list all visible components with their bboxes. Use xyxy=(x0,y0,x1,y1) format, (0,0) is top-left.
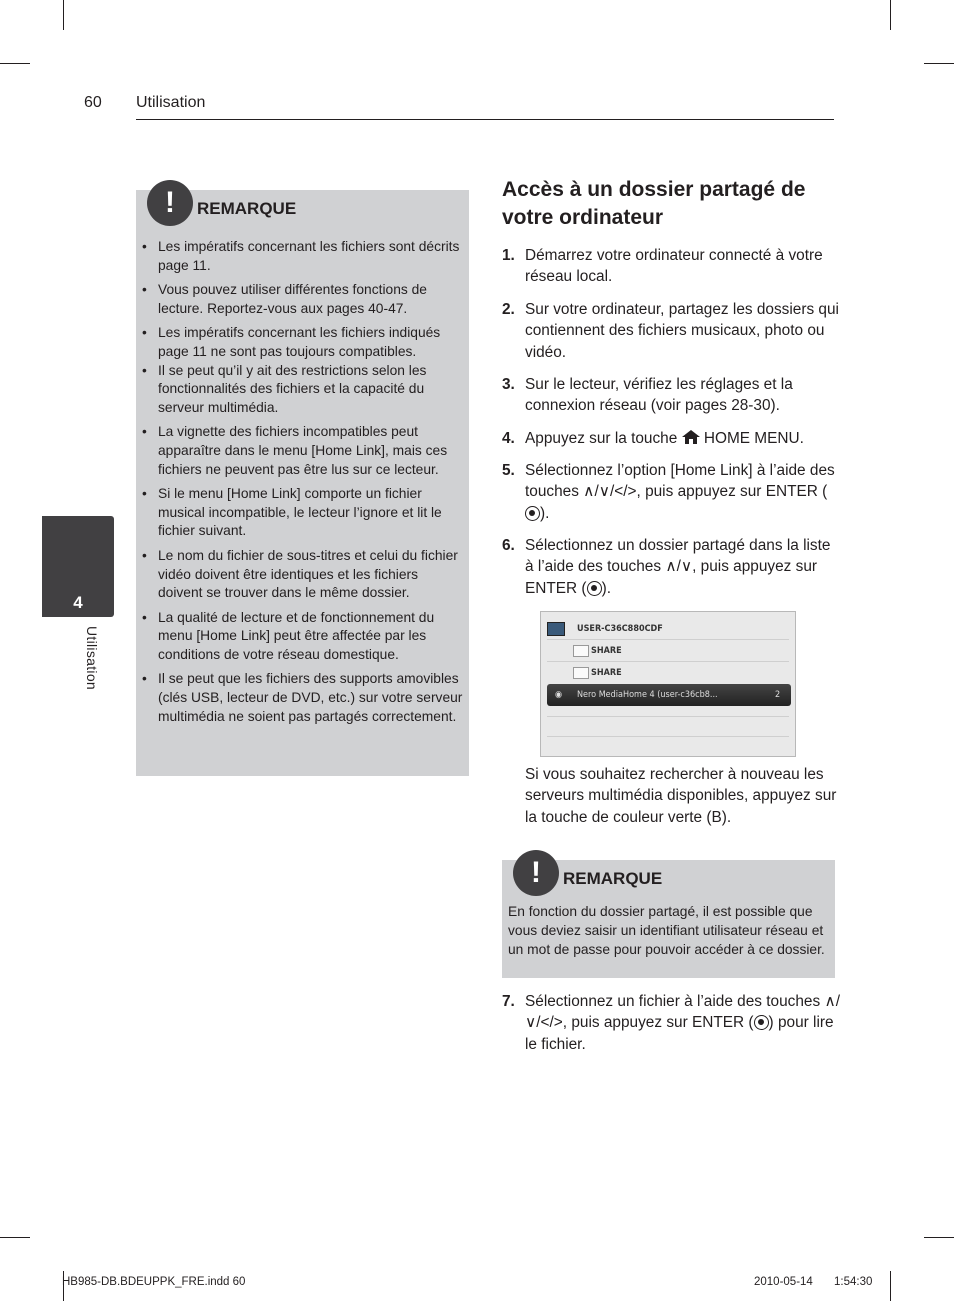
running-header: Utilisation xyxy=(136,94,206,111)
step-number: 2. xyxy=(502,301,515,318)
enter-icon xyxy=(525,506,540,521)
step-number: 7. xyxy=(502,993,515,1010)
divider xyxy=(547,661,789,662)
step-text: Sélectionnez un fichier à l’aide des touches ∧/∨/</>, puis appuyez sur ENTER ( xyxy=(525,993,840,1032)
server-index: 2 xyxy=(775,690,781,700)
step-number: 5. xyxy=(502,462,515,479)
enter-icon xyxy=(587,581,602,596)
list-item-text: Les impératifs concernant les fichiers indiqués page 11 ne sont pas toujours compatibles. xyxy=(158,325,441,359)
crop-mark xyxy=(0,63,30,64)
list-item-text: Il se peut qu’il y ait des restrictions selon les fonctionnalités des fichiers et la capacité du serveur multimédia. xyxy=(158,362,427,415)
step-2 xyxy=(502,299,842,363)
step-text: HOME MENU. xyxy=(699,430,804,447)
section-title: Accès à un dossier partagé de votre ordinateur xyxy=(502,178,806,229)
list-item: • Si le menu [Home Link] comporte un fichier musical incompatible, le lecteur l’ignore et lit le fichier suivant. xyxy=(142,485,465,541)
chapter-number: 4 xyxy=(73,593,83,612)
note-list xyxy=(142,238,465,732)
note-box xyxy=(502,856,835,978)
computer-name: USER-C36C880CDF xyxy=(577,624,663,634)
step-text: Démarrez votre ordinateur connecté à votre réseau local. xyxy=(525,247,823,286)
step-6 xyxy=(502,535,842,599)
note-box xyxy=(136,186,469,776)
crop-mark xyxy=(924,1237,954,1238)
step-5 xyxy=(502,460,842,524)
divider xyxy=(547,639,789,640)
exclamation-icon: ! xyxy=(513,850,559,896)
list-item: • La qualité de lecture et de fonctionnement du menu [Home Link] peut être affectée par les conditions de votre réseau domestique. xyxy=(142,609,465,665)
step-text: Sélectionnez un dossier partagé dans la liste à l’aide des touches ∧/∨, puis appuyez sur ENTER ( xyxy=(525,537,831,597)
list-item: • Vous pouvez utiliser différentes fonctions de lecture. Reportez-vous aux pages 40-47. xyxy=(142,281,465,318)
step-text: ). xyxy=(601,579,611,597)
chapter-label: Utilisation xyxy=(84,626,100,690)
list-item: • La vignette des fichiers incompatibles peut apparaître dans le menu [Home Link], mais ces fichiers ne peuvent pas être lus sur ce lecteur. xyxy=(142,423,465,479)
footer-time: 1:54:30 xyxy=(834,1276,873,1288)
divider xyxy=(547,716,789,717)
note-title: REMARQUE xyxy=(197,199,297,218)
step-text: ) pour lire le fichier. xyxy=(525,1014,834,1053)
list-item: • Il se peut que les fichiers des supports amovibles (clés USB, lecteur de DVD, etc.) sur votre serveur multimédia ne soient pas partagés correctement. xyxy=(142,670,465,726)
divider xyxy=(547,736,789,737)
step-7 xyxy=(502,991,842,1055)
folder-name: SHARE xyxy=(591,668,622,678)
list-item: • Le nom du fichier de sous-titres et celui du fichier vidéo doivent être identiques et les fichiers doivent se trouver dans le même dossier. xyxy=(142,547,465,603)
crop-mark xyxy=(924,63,954,64)
computer-icon xyxy=(547,622,565,636)
page-number: 60 xyxy=(84,94,102,111)
step-1 xyxy=(502,245,842,288)
server-icon: ◉ xyxy=(555,690,563,700)
footer-date: 2010-05-14 xyxy=(754,1276,813,1288)
step-number: 6. xyxy=(502,537,515,554)
step-4 xyxy=(502,428,842,449)
crop-mark xyxy=(890,1271,891,1301)
step-3 xyxy=(502,374,842,417)
list-item xyxy=(142,324,465,361)
exclamation-icon: ! xyxy=(147,180,193,226)
folder-icon xyxy=(573,645,589,657)
enter-icon xyxy=(754,1015,769,1030)
step-number: 1. xyxy=(502,247,515,264)
step-text: Sélectionnez l’option [Home Link] à l’aide des touches ∧/∨/</>, puis appuyez sur ENTER ( xyxy=(525,462,835,501)
home-icon xyxy=(682,430,700,444)
step-number: 4. xyxy=(502,430,515,447)
chapter-tab xyxy=(42,516,114,617)
crop-mark xyxy=(890,0,891,30)
list-item-continuation xyxy=(142,362,465,418)
list-item: • Les impératifs concernant les fichiers sont décrits page 11. xyxy=(142,238,465,275)
crop-mark xyxy=(63,0,64,30)
selected-server-row xyxy=(547,684,791,706)
step-number: 3. xyxy=(502,376,515,393)
footer-filename: HB985-DB.BDEUPPK_FRE.indd 60 xyxy=(62,1276,246,1288)
crop-mark xyxy=(0,1237,30,1238)
step-text: Appuyez sur la touche xyxy=(525,430,682,447)
folder-name: SHARE xyxy=(591,646,622,656)
step-text: ). xyxy=(540,504,550,522)
home-link-screenshot xyxy=(540,611,796,757)
folder-icon xyxy=(573,667,589,679)
server-name: Nero MediaHome 4 (user-c36cb8... xyxy=(577,690,718,700)
step-text: Sur votre ordinateur, partagez les dossiers qui contiennent des fichiers musicaux, photo ou vidéo. xyxy=(525,301,839,361)
step-6-note: Si vous souhaitez rechercher à nouveau les serveurs multimédia disponibles, appuyez sur la touche de couleur verte (B). xyxy=(525,766,837,826)
note-title: REMARQUE xyxy=(563,869,663,888)
step-text: Sur le lecteur, vérifiez les réglages et la connexion réseau (voir pages 28-30). xyxy=(525,376,793,415)
note-text: En fonction du dossier partagé, il est possible que vous deviez saisir un identifiant utilisateur réseau et un mot de passe pour pouvoir accéder à ce dossier. xyxy=(508,904,825,957)
header-rule xyxy=(136,119,834,120)
